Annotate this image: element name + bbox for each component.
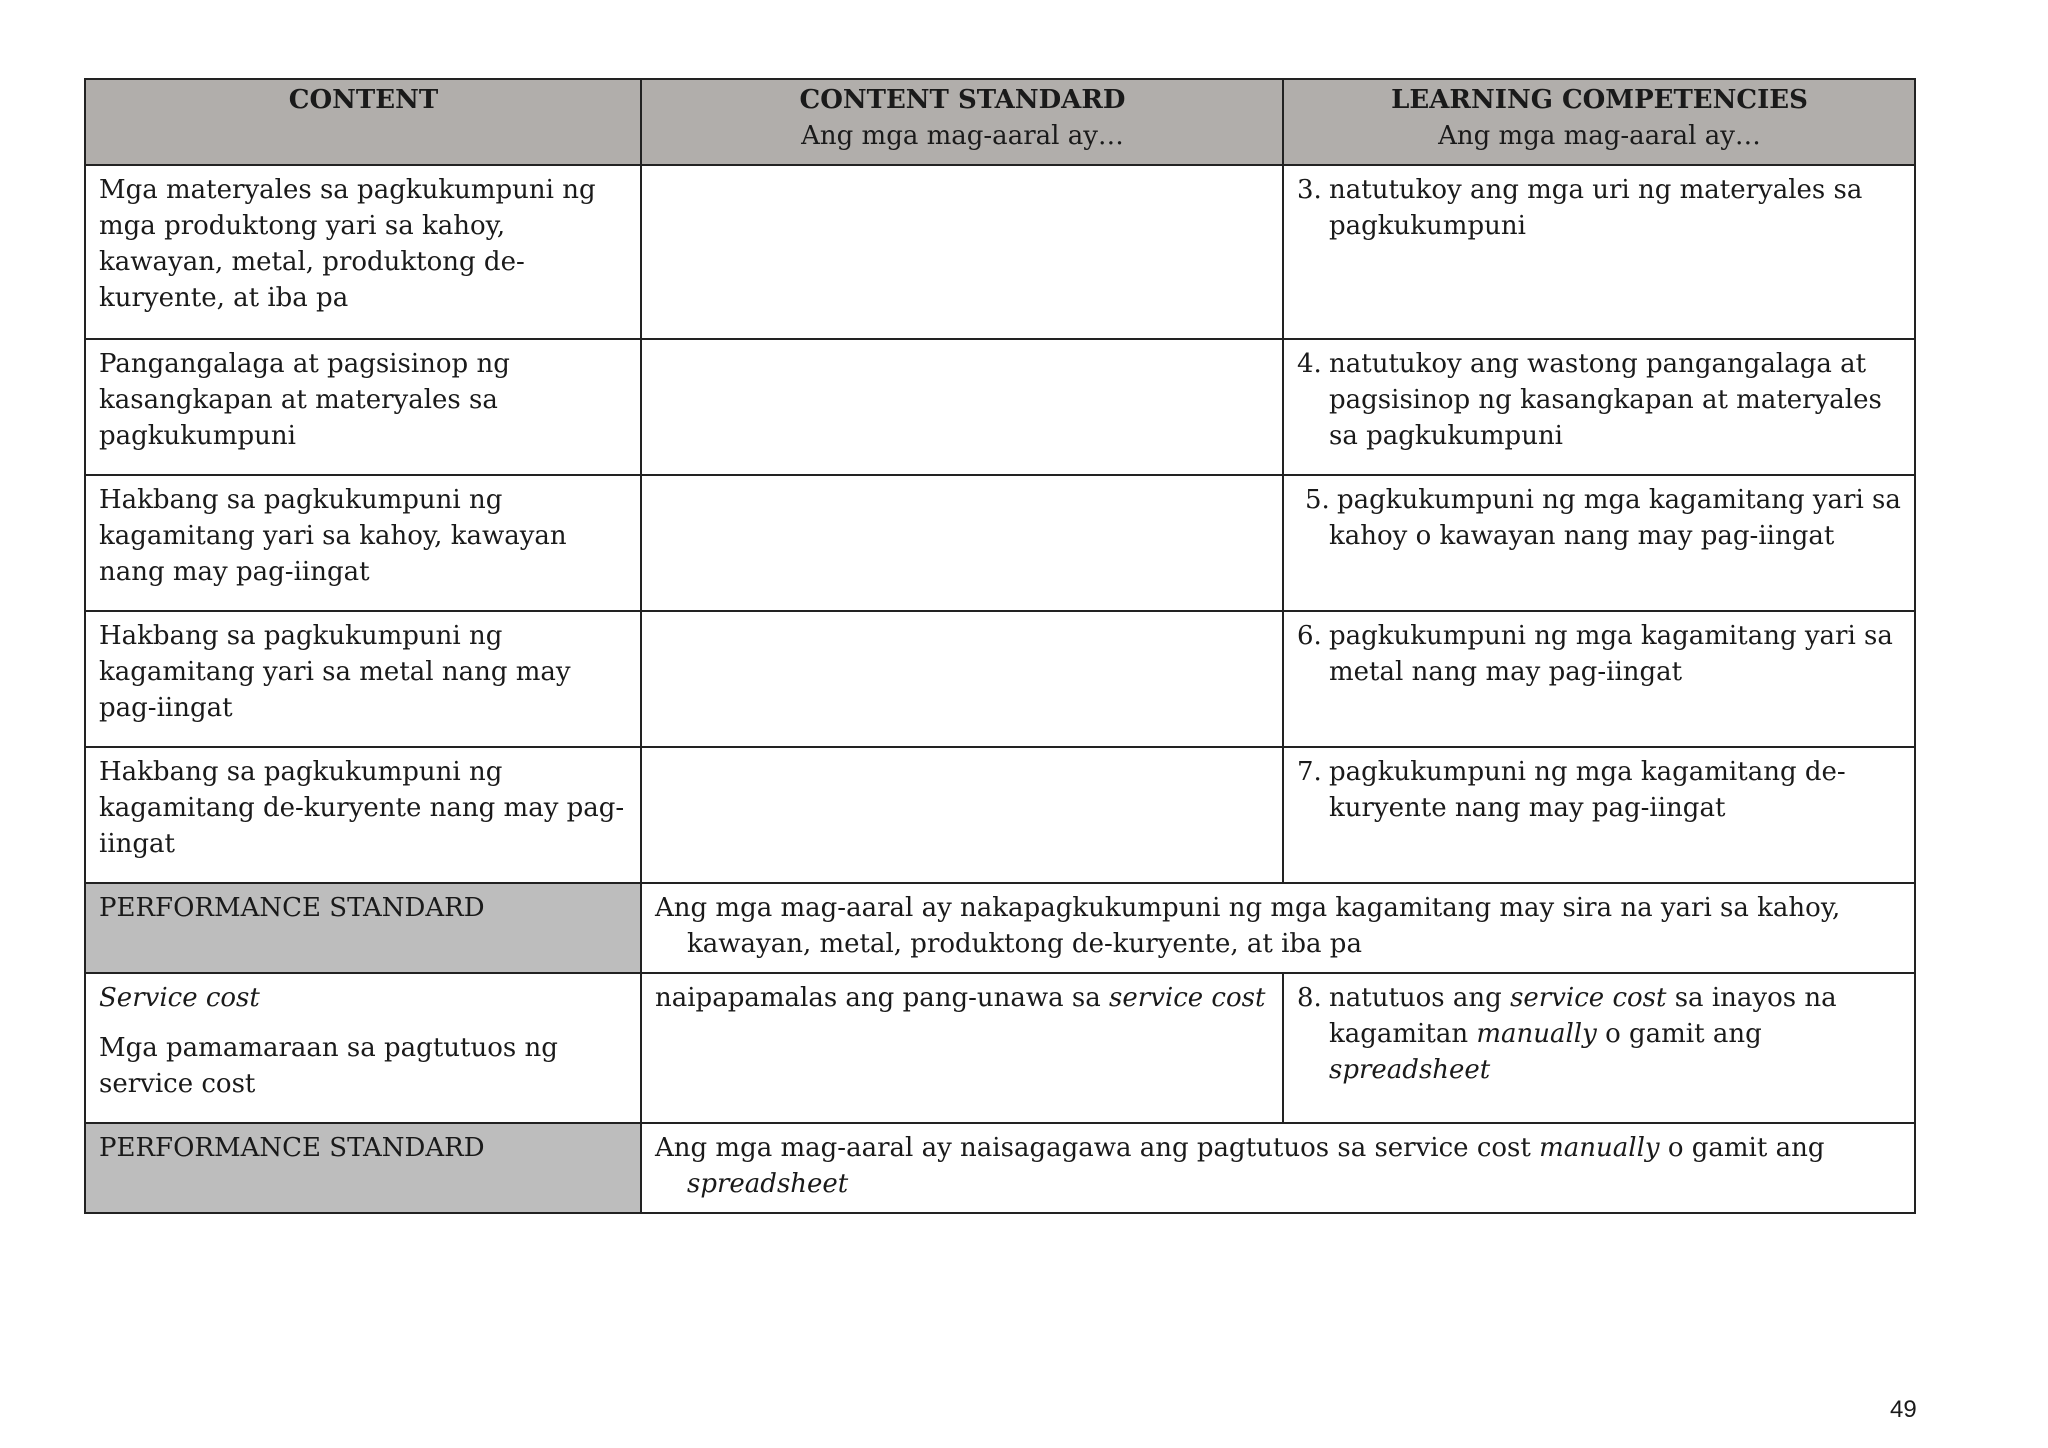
header-content-standard-title: CONTENT STANDARD bbox=[799, 85, 1126, 115]
competency-cell bbox=[1283, 165, 1915, 339]
competency-cell bbox=[1283, 339, 1915, 475]
content-standard-cell bbox=[641, 165, 1283, 339]
performance-text-part: Ang mga mag-aaral ay naisagagawa ang pagtutuos sa service cost bbox=[655, 1133, 1531, 1163]
content-cell: Hakbang sa pagkukumpuni ng kagamitang yari sa metal nang may pag-iingat bbox=[85, 611, 641, 747]
competency-emphasis: service cost bbox=[1510, 983, 1667, 1013]
table-row bbox=[85, 475, 1915, 611]
content-cell: Hakbang sa pagkukumpuni ng kagamitang de-kuryente nang may pag-iingat bbox=[85, 747, 641, 883]
competency-text: pagkukumpuni ng mga kagamitang de-kuryente nang may pag-iingat bbox=[1329, 757, 1846, 823]
service-cost-content-text: Mga pamamaraan sa pagtutuos ng service cost bbox=[99, 1033, 558, 1099]
performance-emphasis: manually bbox=[1539, 1133, 1660, 1163]
performance-text-part: o gamit ang bbox=[1667, 1133, 1825, 1163]
content-standard-cell bbox=[641, 747, 1283, 883]
table-row bbox=[85, 747, 1915, 883]
competency-number: 6. bbox=[1297, 621, 1322, 651]
competency-text: pagkukumpuni ng mga kagamitang yari sa kahoy o kawayan nang may pag-iingat bbox=[1329, 485, 1901, 551]
performance-standard-row bbox=[85, 883, 1915, 973]
performance-emphasis: spreadsheet bbox=[687, 1169, 849, 1199]
content-cell: Pangangalaga at pagsisinop ng kasangkapan at materyales sa pagkukumpuni bbox=[85, 339, 641, 475]
content-cell: Hakbang sa pagkukumpuni ng kagamitang yari sa kahoy, kawayan nang may pag-iingat bbox=[85, 475, 641, 611]
competency-item bbox=[1297, 482, 1902, 554]
competency-text: pagkukumpuni ng mga kagamitang yari sa metal nang may pag-iingat bbox=[1329, 621, 1893, 687]
header-learning-competencies-title: LEARNING COMPETENCIES bbox=[1391, 85, 1808, 115]
content-standard-cell bbox=[641, 339, 1283, 475]
performance-standard-label: PERFORMANCE STANDARD bbox=[85, 883, 641, 973]
table-row bbox=[85, 165, 1915, 339]
header-content-standard bbox=[641, 79, 1283, 165]
competency-number: 4. bbox=[1297, 349, 1322, 379]
competency-text: natutukoy ang wastong pangangalaga at pagsisinop ng kasangkapan at materyales sa pagkukumpuni bbox=[1329, 349, 1882, 451]
competency-item bbox=[1297, 980, 1902, 1088]
competency-emphasis: spreadsheet bbox=[1329, 1055, 1491, 1085]
service-cost-title: Service cost bbox=[99, 983, 260, 1013]
competency-text-part: natutuos ang bbox=[1329, 983, 1502, 1013]
header-row bbox=[85, 79, 1915, 165]
competency-cell bbox=[1283, 611, 1915, 747]
competency-text-part: sa inayos na kagamitan bbox=[1329, 983, 1837, 1049]
service-cost-row bbox=[85, 973, 1915, 1123]
competency-cell bbox=[1283, 747, 1915, 883]
competency-text-part: o gamit ang bbox=[1605, 1019, 1762, 1049]
content-cell bbox=[85, 973, 641, 1123]
header-content-title: CONTENT bbox=[288, 85, 439, 115]
content-standard-cell bbox=[641, 973, 1283, 1123]
competency-number: 7. bbox=[1297, 757, 1322, 787]
competency-cell bbox=[1283, 475, 1915, 611]
competency-cell bbox=[1283, 973, 1915, 1123]
table-row bbox=[85, 339, 1915, 475]
competency-number: 8. bbox=[1297, 983, 1322, 1013]
table-row bbox=[85, 611, 1915, 747]
content-cell: Mga materyales sa pagkukumpuni ng mga produktong yari sa kahoy, kawayan, metal, produktong de-kuryente, at iba pa bbox=[85, 165, 641, 339]
competency-item bbox=[1297, 172, 1902, 244]
curriculum-guide-table bbox=[84, 78, 1916, 1214]
header-learning-competencies bbox=[1283, 79, 1915, 165]
content-standard-cell bbox=[641, 475, 1283, 611]
competency-item bbox=[1297, 754, 1902, 826]
competency-number: 5. bbox=[1305, 485, 1330, 515]
competency-emphasis: manually bbox=[1476, 1019, 1597, 1049]
content-standard-cell bbox=[641, 611, 1283, 747]
header-content-standard-subtitle: Ang mga mag-aaral ay… bbox=[801, 121, 1124, 151]
header-content bbox=[85, 79, 641, 165]
content-standard-emphasis: service cost bbox=[1109, 983, 1266, 1013]
page-number: 49 bbox=[1890, 1396, 1917, 1423]
competency-number: 3. bbox=[1297, 175, 1322, 205]
performance-standard-text-cell bbox=[641, 883, 1915, 973]
content-standard-text: naipapamalas ang pang-unawa sa bbox=[655, 983, 1101, 1013]
performance-standard-row bbox=[85, 1123, 1915, 1213]
performance-standard-text-cell bbox=[641, 1123, 1915, 1213]
competency-item bbox=[1297, 346, 1902, 454]
competency-text: natutukoy ang mga uri ng materyales sa pagkukumpuni bbox=[1329, 175, 1863, 241]
performance-standard-text: Ang mga mag-aaral ay nakapagkukumpuni ng mga kagamitang may sira na yari sa kahoy, kawayan, metal, produktong de-kuryente, at iba pa bbox=[655, 893, 1841, 959]
competency-item bbox=[1297, 618, 1902, 690]
performance-standard-label: PERFORMANCE STANDARD bbox=[85, 1123, 641, 1213]
header-learning-competencies-subtitle: Ang mga mag-aaral ay… bbox=[1438, 121, 1761, 151]
performance-standard-text bbox=[655, 1130, 1902, 1202]
